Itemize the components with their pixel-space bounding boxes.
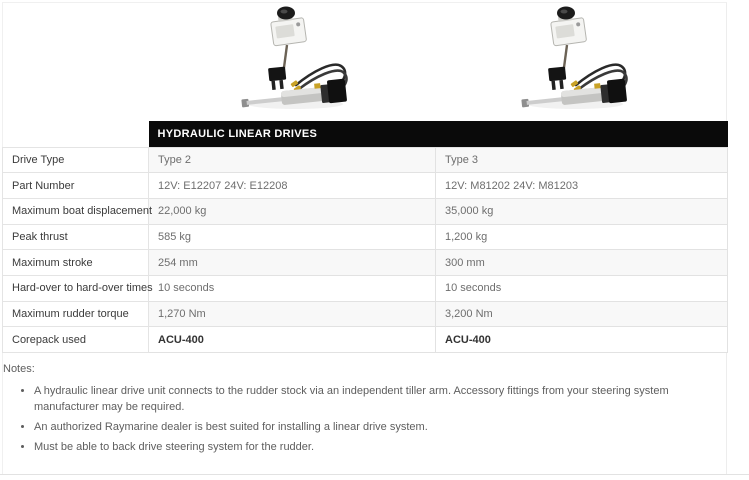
notes-heading: Notes: — [3, 363, 35, 375]
notes-section — [3, 363, 725, 459]
row-part-number — [3, 173, 728, 199]
type2-value: 1,270 Nm — [149, 301, 436, 327]
table-header-row — [3, 121, 728, 147]
row-label: Peak thrust — [3, 224, 149, 250]
note-item: • Must be able to back drive steering system for the rudder. — [34, 439, 725, 455]
row-label: Drive Type — [3, 147, 149, 173]
row-label: Maximum boat displacement — [3, 198, 149, 224]
spec-table — [2, 121, 728, 353]
type2-value: 254 mm — [149, 250, 436, 276]
type3-value: ACU-400 — [436, 327, 728, 353]
row-label: Corepack used — [3, 327, 149, 353]
row-max-rudder-torque — [3, 301, 728, 327]
row-hard-over-times — [3, 275, 728, 301]
type3-value: 300 mm — [436, 250, 728, 276]
row-drive-type — [3, 147, 728, 173]
row-max-stroke — [3, 250, 728, 276]
product-image-type3-drive — [513, 3, 643, 115]
type3-value: 1,200 kg — [436, 224, 728, 250]
row-label: Maximum stroke — [3, 250, 149, 276]
type2-value: 585 kg — [149, 224, 436, 250]
table-title: HYDRAULIC LINEAR DRIVES — [149, 121, 728, 147]
type2-value: 10 seconds — [149, 275, 436, 301]
product-image-type2-drive — [233, 3, 363, 115]
type3-value: Type 3 — [436, 147, 728, 173]
type3-value: 12V: M81202 24V: M81203 — [436, 173, 728, 199]
hydraulic-linear-drive-icon — [240, 7, 347, 113]
type3-value: 35,000 kg — [436, 198, 728, 224]
notes-list — [3, 383, 725, 455]
type3-value: 10 seconds — [436, 275, 728, 301]
type3-value: 3,200 Nm — [436, 301, 728, 327]
row-peak-thrust — [3, 224, 728, 250]
row-label: Maximum rudder torque — [3, 301, 149, 327]
row-corepack-used — [3, 327, 728, 353]
row-max-boat-displacement — [3, 198, 728, 224]
type2-value: ACU-400 — [149, 327, 436, 353]
type2-value: 12V: E12207 24V: E12208 — [149, 173, 436, 199]
note-item: • A hydraulic linear drive unit connects to the rudder stock via an independent tiller arm. Accessory fittings from your steering system manufacturer may be required. — [34, 383, 725, 415]
bottom-divider — [0, 474, 749, 475]
hydraulic-linear-drive-icon — [520, 7, 627, 113]
type2-value: 22,000 kg — [149, 198, 436, 224]
note-item: • An authorized Raymarine dealer is best suited for installing a linear drive system. — [34, 419, 725, 435]
header-corner-cell — [3, 121, 149, 147]
row-label: Part Number — [3, 173, 149, 199]
row-label: Hard-over to hard-over times — [3, 275, 149, 301]
type2-value: Type 2 — [149, 147, 436, 173]
